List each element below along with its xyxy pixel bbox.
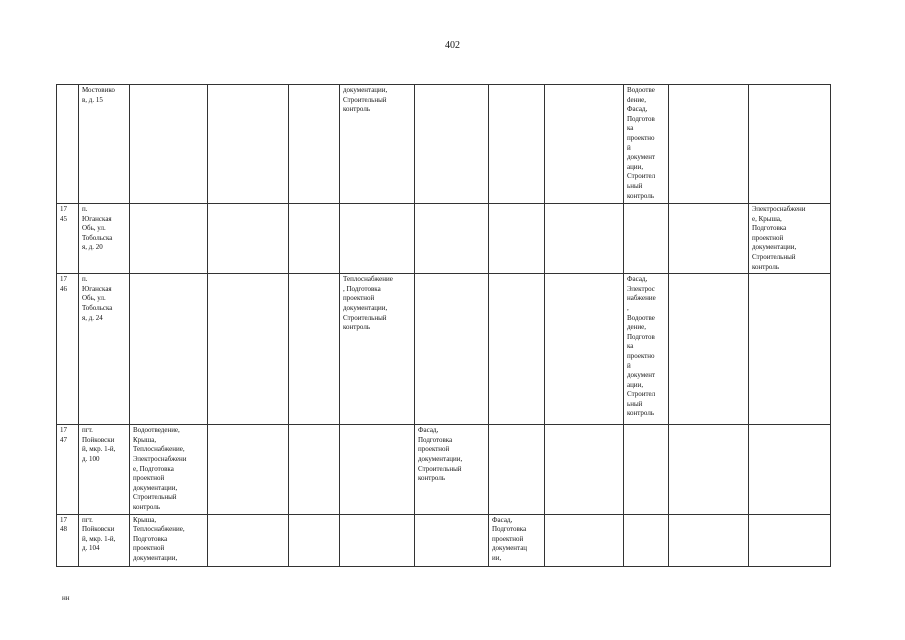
work-cell [624, 514, 669, 566]
work-cell [208, 425, 289, 514]
row-number: 17 45 [57, 204, 79, 274]
work-cell [749, 274, 831, 425]
work-cell [749, 85, 831, 204]
work-cell [489, 204, 545, 274]
work-cell [415, 85, 489, 204]
address-cell: п. Юганская Обь, ул. Тобольска я, д. 20 [79, 204, 130, 274]
work-cell [130, 274, 208, 425]
work-cell [749, 425, 831, 514]
work-cell [289, 274, 340, 425]
row-number: 17 47 [57, 425, 79, 514]
work-cell: Фасад, Электрос набжение , Водоотве дение, Подготов ка проектно й документ ации, Строител ьный контроль [624, 274, 669, 425]
work-cell: Фасад, Подготовка проектной документац ии, [489, 514, 545, 566]
work-cell [489, 425, 545, 514]
work-cell: Водоотве dение, Фасад, Подготов ка проектно й документ ации, Строител ьный контроль [624, 85, 669, 204]
row-number: 17 46 [57, 274, 79, 425]
work-cell [624, 425, 669, 514]
work-cell [289, 514, 340, 566]
table-row [57, 274, 831, 425]
work-cell [545, 85, 624, 204]
work-cell [624, 204, 669, 274]
work-cell [489, 85, 545, 204]
address-cell: п. Юганская Обь, ул. Тобольска я, д. 24 [79, 274, 130, 425]
work-cell [415, 514, 489, 566]
work-cell: документации, Строительный контроль [340, 85, 415, 204]
work-cell [669, 85, 749, 204]
work-cell [289, 85, 340, 204]
work-cell: Теплоснабжение , Подготовка проектной документации, Строительный контроль [340, 274, 415, 425]
work-cell [289, 425, 340, 514]
address-cell: пгт. Пойковски й, мкр. 1-й, д. 100 [79, 425, 130, 514]
work-cell [669, 274, 749, 425]
work-cell: Водоотведение, Крыша, Теплоснабжение, Электроснабжени е, Подготовка проектной документации, Строительный контроль [130, 425, 208, 514]
works-schedule-table [56, 84, 831, 567]
work-cell [669, 425, 749, 514]
work-cell: Крыша, Теплоснабжение, Подготовка проектной документации, [130, 514, 208, 566]
table-row [57, 514, 831, 566]
work-cell [340, 425, 415, 514]
work-cell [289, 204, 340, 274]
work-cell [415, 204, 489, 274]
work-cell [489, 274, 545, 425]
work-cell [545, 274, 624, 425]
work-cell: Электроснабжени е, Крыша, Подготовка проектной документации, Строительный контроль [749, 204, 831, 274]
work-cell [669, 204, 749, 274]
address-cell: Мостовико в, д. 15 [79, 85, 130, 204]
work-cell [749, 514, 831, 566]
table-row [57, 204, 831, 274]
row-number: 17 48 [57, 514, 79, 566]
page-number: 402 [445, 40, 460, 51]
table-row [57, 425, 831, 514]
work-cell [340, 514, 415, 566]
work-cell [669, 514, 749, 566]
work-cell [208, 274, 289, 425]
work-cell [130, 85, 208, 204]
row-number [57, 85, 79, 204]
work-cell [208, 85, 289, 204]
work-cell [415, 274, 489, 425]
table-row [57, 85, 831, 204]
work-cell: Фасад, Подготовка проектной документации, Строительный контроль [415, 425, 489, 514]
work-cell [208, 514, 289, 566]
work-cell [208, 204, 289, 274]
work-cell [545, 425, 624, 514]
work-cell [130, 204, 208, 274]
address-cell: пгт. Пойковски й, мкр. 1-й, д. 104 [79, 514, 130, 566]
footer-mark: нн [62, 594, 70, 602]
work-cell [545, 514, 624, 566]
work-cell [340, 204, 415, 274]
work-cell [545, 204, 624, 274]
